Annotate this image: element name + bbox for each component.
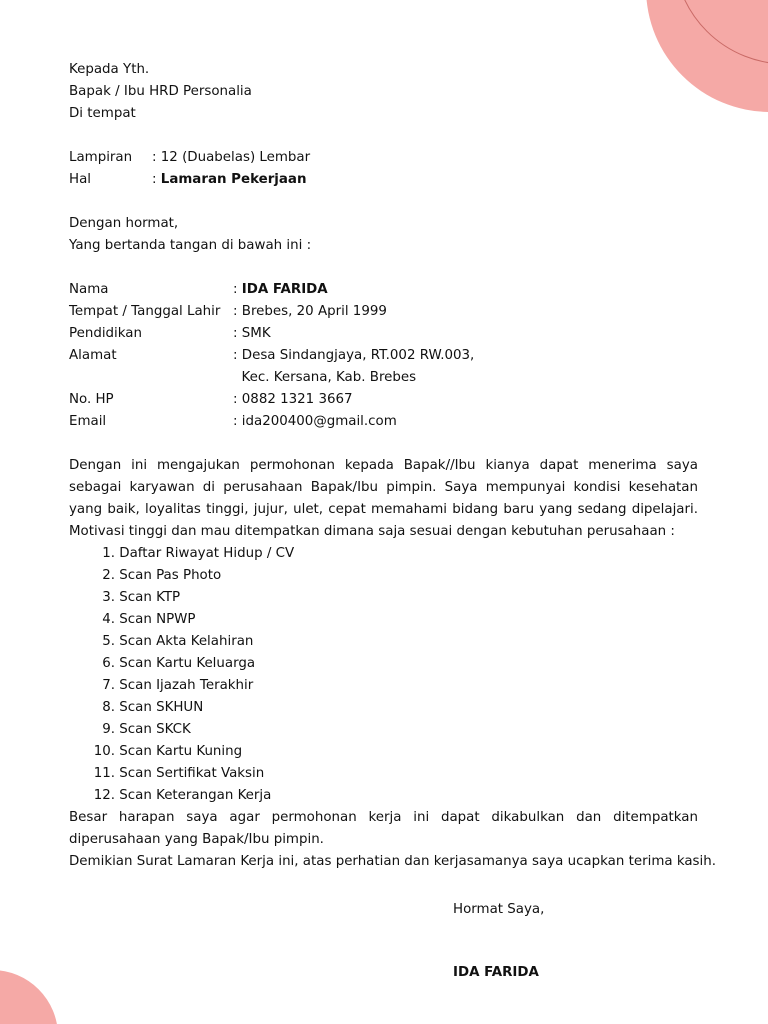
detail-label: Tempat / Tanggal Lahir — [69, 304, 221, 319]
list-item: 1. Daftar Riwayat Hidup / CV — [102, 546, 295, 561]
detail-label: Email — [69, 414, 107, 429]
list-item: 3. Scan KTP — [102, 590, 181, 605]
detail-value: Kec. Kersana, Kab. Brebes — [241, 370, 417, 385]
detail-separator: : — [233, 326, 242, 341]
detail-label: Alamat — [69, 348, 117, 363]
detail-separator: : — [233, 392, 242, 407]
signature-name: IDA FARIDA — [453, 965, 539, 980]
regards-text: Hormat Saya, — [453, 902, 545, 917]
bottom-left-decor-circle — [0, 970, 58, 1024]
detail-label: Pendidikan — [69, 326, 142, 341]
detail-value: ida200400@gmail.com — [241, 414, 397, 429]
meta-value: Lamaran Pekerjaan — [160, 172, 307, 187]
detail-row-email — [69, 411, 698, 433]
list-item: 12. Scan Keterangan Kerja — [93, 788, 272, 803]
detail-value: 0882 1321 3667 — [241, 392, 353, 407]
list-item: 5. Scan Akta Kelahiran — [102, 634, 254, 649]
meta-block — [69, 147, 698, 191]
recipient-line: Kepada Yth. — [69, 62, 150, 77]
list-item: 11. Scan Sertifikat Vaksin — [93, 766, 265, 781]
detail-value: SMK — [241, 326, 271, 341]
letter-body — [69, 59, 716, 873]
detail-separator: : — [233, 304, 242, 319]
list-item: 2. Scan Pas Photo — [102, 568, 222, 583]
detail-label: Nama — [69, 282, 109, 297]
detail-row-pendidikan — [69, 323, 698, 345]
detail-value: IDA FARIDA — [241, 282, 328, 297]
detail-label — [69, 367, 233, 389]
intro-line: Yang bertanda tangan di bawah ini : — [69, 238, 312, 253]
detail-separator: : — [233, 282, 242, 297]
recipient-line: Bapak / Ibu HRD Personalia — [69, 84, 252, 99]
recipient-block — [69, 59, 698, 125]
list-item: 4. Scan NPWP — [102, 612, 196, 627]
body-paragraph: Dengan ini mengajukan permohonan kepada Bapak//Ibu kianya dapat menerima saya sebagai karyawan di perusahaan Bapak/Ibu pimpin. Saya mempunyai kondisi kesehatan yang baik, loyalitas tinggi, jujur, ulet, cepat memahami bidang baru yang sedang dipelajari. Motivasi tinggi dan mau ditempatkan dimana saja sesuai dengan kebutuhan perusahaan : — [69, 458, 698, 539]
meta-row-lampiran — [69, 147, 698, 169]
detail-row-ttl — [69, 301, 698, 323]
list-item: 6. Scan Kartu Keluarga — [102, 656, 256, 671]
meta-label: Lampiran — [69, 150, 133, 165]
detail-row-hp — [69, 389, 698, 411]
meta-separator: : — [152, 172, 161, 187]
detail-label: No. HP — [69, 392, 114, 407]
detail-row-alamat-cont — [69, 367, 698, 389]
applicant-details — [69, 279, 698, 433]
meta-row-hal — [69, 169, 698, 191]
recipient-line: Di tempat — [69, 106, 136, 121]
detail-value: Brebes, 20 April 1999 — [241, 304, 387, 319]
detail-separator: : — [233, 348, 242, 363]
thanks-line: Demikian Surat Lamaran Kerja ini, atas perhatian dan kerjasamanya saya ucapkan terima kasih. — [69, 854, 716, 869]
list-item: 10. Scan Kartu Kuning — [93, 744, 243, 759]
list-item: 7. Scan Ijazah Terakhir — [102, 678, 254, 693]
detail-value: Desa Sindangjaya, RT.002 RW.003, — [241, 348, 475, 363]
closing-paragraph: Besar harapan saya agar permohonan kerja ini dapat dikabulkan dan ditempatkan diperusahaan yang Bapak/Ibu pimpin. — [69, 810, 698, 847]
detail-separator: : — [233, 414, 242, 429]
list-item: 8. Scan SKHUN — [102, 700, 204, 715]
salutation: Dengan hormat, — [69, 216, 179, 231]
attachment-list — [69, 543, 698, 807]
detail-row-alamat — [69, 345, 698, 367]
list-item: 9. Scan SKCK — [102, 722, 191, 737]
detail-row-nama — [69, 279, 698, 301]
meta-value: 12 (Duabelas) Lembar — [160, 150, 311, 165]
meta-separator: : — [152, 150, 161, 165]
meta-label: Hal — [69, 172, 91, 187]
